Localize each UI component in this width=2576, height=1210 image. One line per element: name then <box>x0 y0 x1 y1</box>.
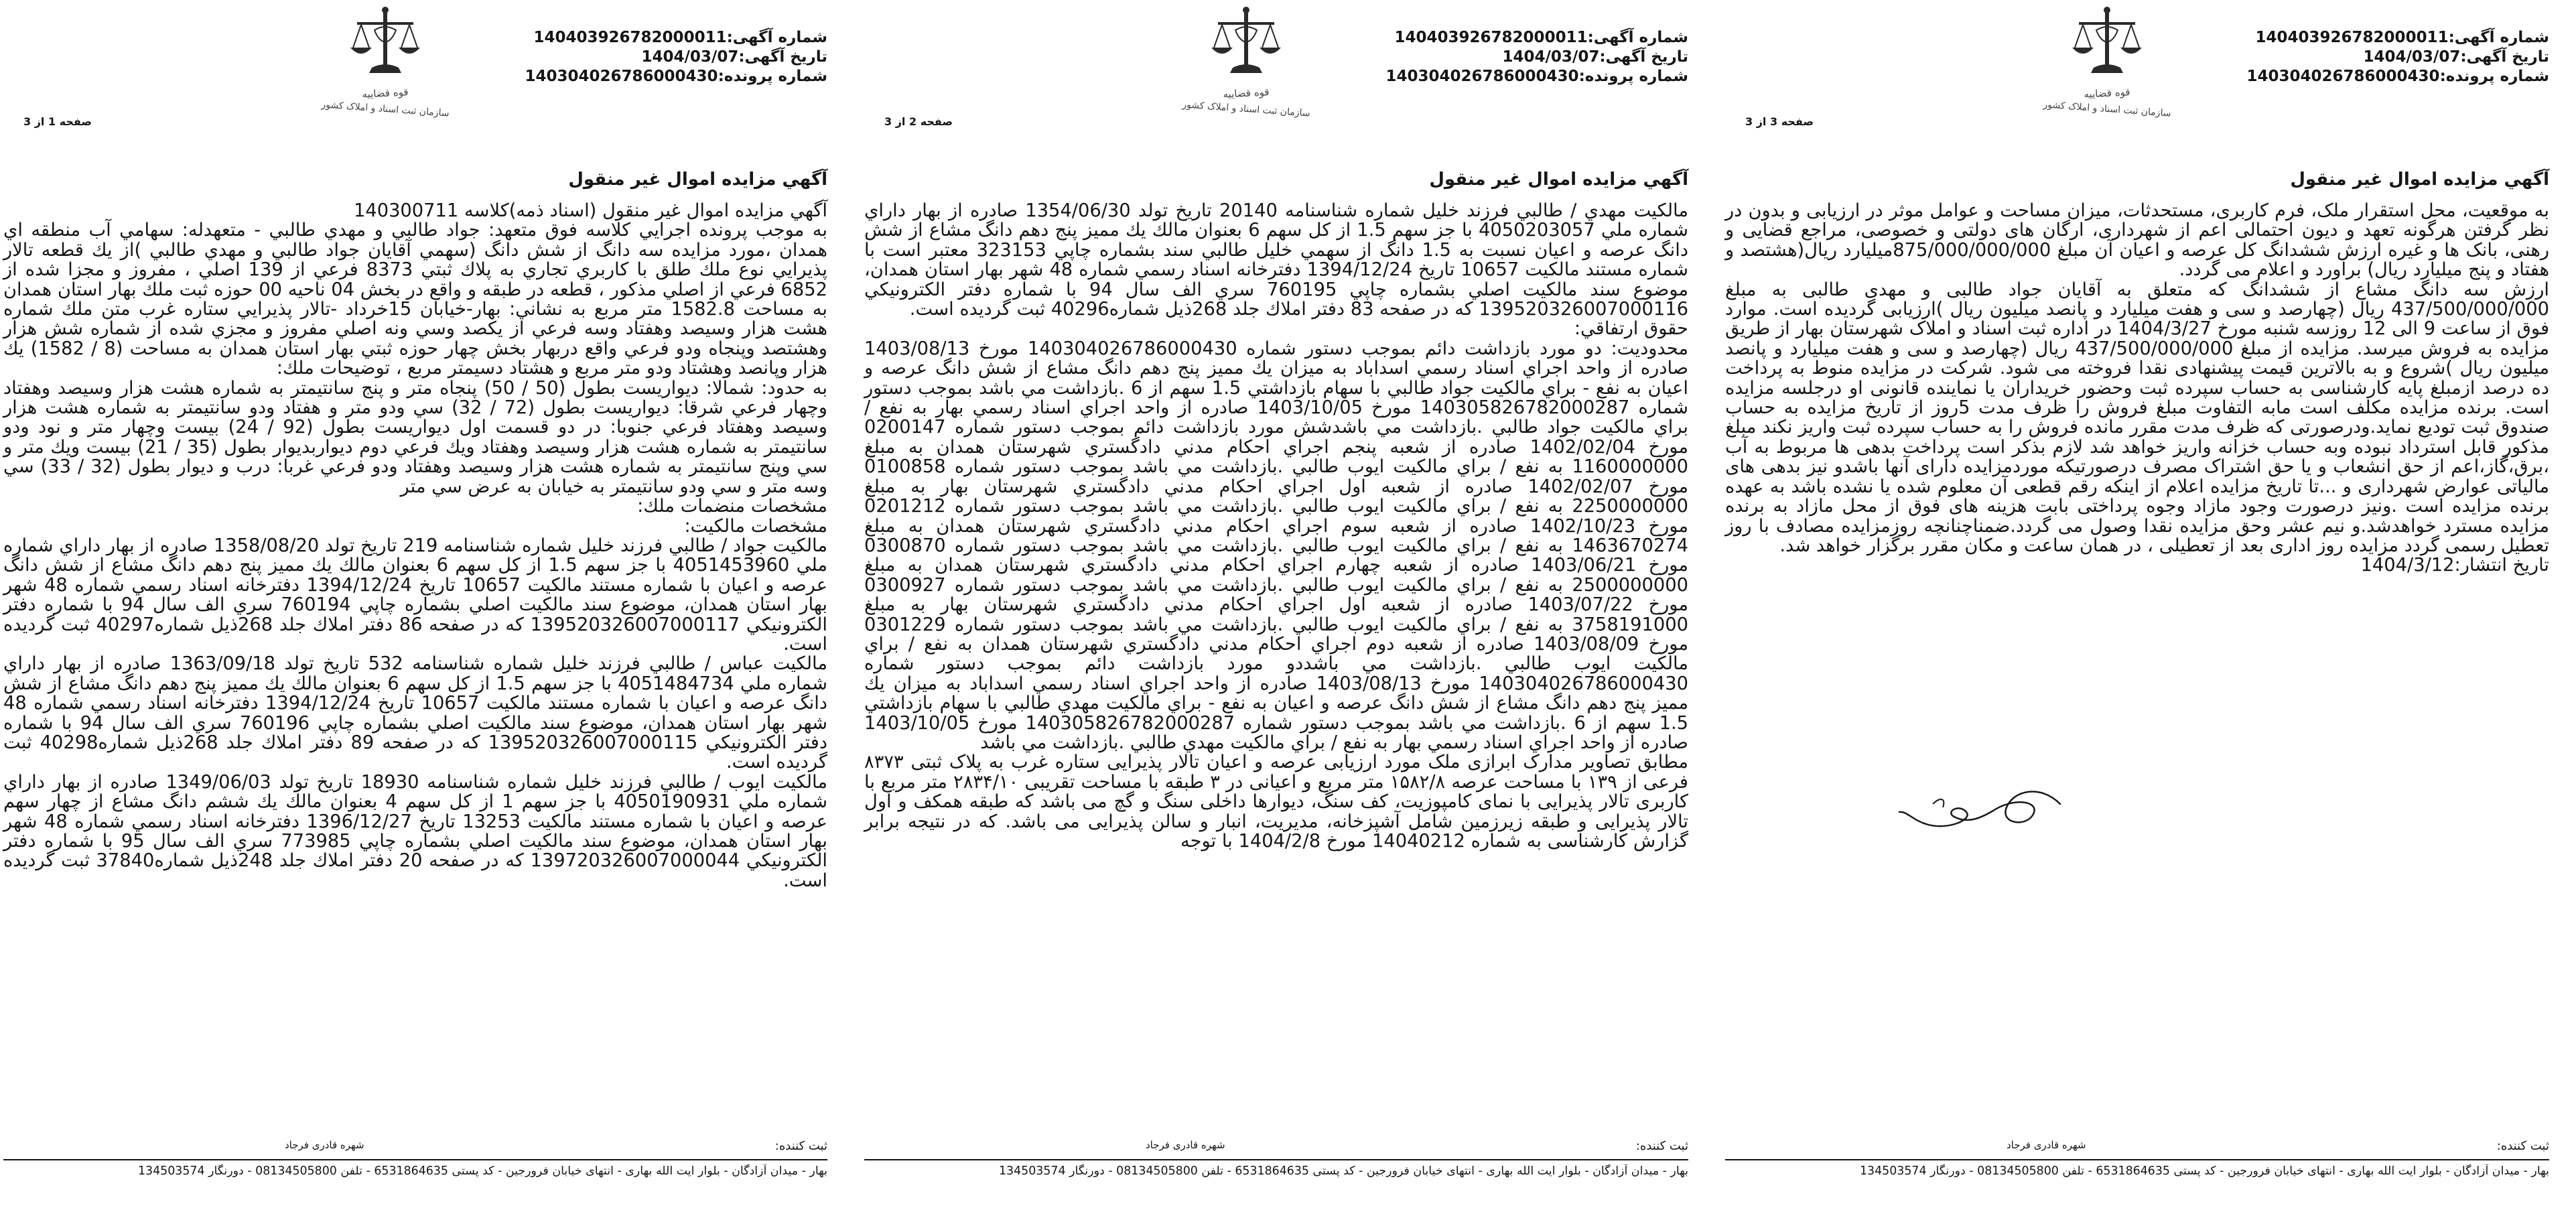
registrar-office: شهره قادری فرجاد <box>1146 1139 1225 1151</box>
registrar-label: ثبت كننده: <box>1635 1139 1688 1153</box>
document-body <box>3 201 827 890</box>
case-number-row <box>1313 67 1688 86</box>
emblem-caption: قوه قضاییه <box>362 86 409 100</box>
document-page <box>864 0 1688 1210</box>
scales-of-justice-icon <box>1206 3 1286 84</box>
footer-address: بهار - میدان آزادگان - بلوار ایت الله بهاری - انتهای خیابان فرورجین - کد پستی 6531864635 - تلفن 08134505800 - دورنگار 134503574 <box>998 1164 1688 1178</box>
case-number: 140304026786000430 <box>2246 68 2440 85</box>
body-paragraph: به موقعیت، محل استقرار ملک، فرم کاربری، مستحدثات، میزان مساحت و عوامل موثر در ارزیابی و بدون در نظر گرفتن هرگونه تعهد و دیون احتمالی اعم از شهرداری، ارگان های دولتی و خصوصی، مراجع قضایی و رهنی، بانک ها و غیره ارزش ششدانگ کل عرصه و اعیان آن مبلغ 875/000/000/000میلیارد ریال(هشتصد و هفتاد و پنج میلیارد ریال) براورد و اعلام می گردد. <box>1725 200 2550 281</box>
registrar-office: شهره قادری فرجاد <box>285 1139 364 1151</box>
document-body <box>864 201 1688 851</box>
document-title: آگهي مزايده اموال غير منقول <box>568 170 827 190</box>
ad-date-label: تاریخ آگهی: <box>2460 48 2549 66</box>
footer-divider <box>3 1159 827 1160</box>
publish-date: تاريخ انتشار:1404/3/12 <box>2360 555 2549 576</box>
judiciary-emblem <box>2027 3 2187 137</box>
ad-number-label: شماره آگهی: <box>726 29 827 46</box>
page-header <box>1725 0 2549 167</box>
body-paragraph: آگهي مزايده اموال غير منقول (اسناد ذمه)كلاسه 140300711 <box>353 200 827 221</box>
document-page <box>3 0 827 1210</box>
page-number: صفحه 2 از 3 <box>884 115 953 128</box>
ad-date: 1404/03/07 <box>641 48 739 66</box>
body-paragraph: مالكيت عباس / طالبي فرزند خليل شماره شناسنامه 532 تاريخ تولد 1363/09/18 صادره از بهار داراي شماره ملي 4051484734 با جز سهم 1.5 از كل سهم 6 بعنوان مالك يك ممیز پنج دهم دانگ مشاع از شش دانگ عرصه و اعيان با شماره مستند مالكيت 10657 تاريخ 1394/12/24 دفترخانه اسناد رسمي شماره 48 شهر بهار استان همدان، موضوع سند مالكيت اصلي بشماره چاپي 760196 سري الف سال 94 با شماره دفتر الكترونيكي 139520326007000115 كه در صفحه 89 دفتر املاك جلد 268ذيل شماره40298 ثبت گرديده است. <box>3 653 828 773</box>
case-number: 140304026786000430 <box>1385 68 1579 85</box>
organization-name: سازمان ثبت اسناد و املاک کشور <box>320 99 450 119</box>
section-heading: مشخصات مالكيت: <box>684 515 827 537</box>
page-header <box>864 0 1688 167</box>
case-number-label: شماره پرونده: <box>1578 68 1688 85</box>
organization-name: سازمان ثبت اسناد و املاک کشور <box>1181 99 1311 119</box>
body-paragraph: به حدود: شمالا: ديواريست بطول (50 / 50) پنجاه متر و پنج سانتيمتر به شماره هشت هزار وسيصد وهفتاد وچهار فرعي شرقا: ديواريست بطول (72 / 32) سي ودو متر و هفتاد ودو سانتيمتر به شماره هشت هزار وسيصد وهفتاد فرعي جنوبا: در دو قسمت اول ديواريست بطول (92 / 24) بيست وچهار متر و نود ودو سانتيمتر به شماره هشت هزار وسيصد وهفتاد ويك فرعي دوم ديواربديوار بطول (35 / 21) بيست ويك متر و سي وپنج سانتيمتر به شماره هشت هزار وسيصد وهفتاد ودو فرعي غربا: درب و ديوار بطول (32 / 33) سي وسه متر و سي ودو سانتيمتر به خيابان به عرض سي متر <box>3 377 827 497</box>
emblem-caption: قوه قضاییه <box>1223 86 1270 100</box>
header-info <box>2174 28 2549 86</box>
ad-date-label: تاریخ آگهی: <box>738 48 827 66</box>
ad-number-row <box>1313 28 1688 48</box>
footer-registrar <box>3 1139 827 1158</box>
case-number-row <box>2174 67 2549 86</box>
header-info <box>1313 28 1688 86</box>
ad-number: 140403926782000011 <box>2255 29 2449 46</box>
page-number: صفحه 1 از 3 <box>23 115 92 128</box>
footer-registrar <box>864 1139 1688 1158</box>
case-number: 140304026786000430 <box>525 68 718 85</box>
scales-of-justice-icon <box>2067 3 2147 84</box>
case-number-label: شماره پرونده: <box>718 68 827 85</box>
ad-number-label: شماره آگهی: <box>1587 29 1688 46</box>
ad-number-row <box>2174 28 2549 48</box>
registrar-office: شهره قادری فرجاد <box>2007 1139 2086 1151</box>
footer-divider <box>864 1159 1688 1160</box>
handwritten-signature <box>1893 777 2067 840</box>
ad-date-row <box>452 48 827 67</box>
registrar-label: ثبت كننده: <box>774 1139 827 1153</box>
ad-date-row <box>1313 48 1688 67</box>
document-page <box>1725 0 2549 1210</box>
judiciary-emblem <box>305 3 466 137</box>
body-paragraph: مطابق تصاویر مدارک ابرازی ملک مورد ارزیابی عرصه و اعیان تالار پذیرایی ستاره غرب به پلاک ثبتی ۸۳۷۳ فرعی از ۱۳۹ با مساحت عرصه ۱۵۸۲/۸ متر مربع و اعیانی در ۳ طبقه با مساحت تقریبی ۲۸۳۴/۱۰ متر مربع با کاربری تالار پذیرایی با نمای کامپوزیت، کف سنگ، دیوارها داخلی سنگ و گچ می باشد که طبقه همکف و اول تالار پذیرایی و طبقه زیرزمین شامل آشپزخانه، مدیریت، انبار و سالن پذیرایی می باشد. که در نتیجه برابر گزارش کارشناسی به شماره 14040212 مورخ 1404/2/8 با توجه <box>864 752 1688 852</box>
body-paragraph: ارزش سه دانگ مشاع از ششدانگ که متعلق به آقایان جواد طالبی و مهدی طالبی به مبلغ 437/500/000/000 ریال (چهارصد و سی و هفت میلیارد و پانصد میلیون ریال )ارزیابی گردیده است. موارد فوق از ساعت 9 الی 12 روزسه شنبه مورخ 1404/3/27 در اداره ثبت اسناد و املاک شهرستان بهار از طریق مزایده به فروش میرسد. مزایده از مبلغ 437/500/000/000 ریال (چهارصد و سی و هفت میلیارد و پانصد میلیون ریال )شروع و به بالاترین قیمت پیشنهادی نقدا فروخته می شود. شرکت در مزایده منوط به پرداخت ده درصد ازمبلغ پایه کارشناسی به حساب سپرده ثبت وحضور خریداران یا نماینده قانونی او درجلسه مزایده است. برنده مزایده مکلف است مابه التفاوت مبلغ فروش را ظرف مدت 5روز از تاریخ مزایده به حساب صندوق ثبت توديع نمايد.ودرصورتی که ظرف مدت مقرر مانده فروش را به حساب سپرده ثبت واریز نکند مبلغ مذکور قابل استرداد نبوده وبه حساب خزانه واریز خواهد شد لازم بذکر است پرداخت بدهی ها مربوط به آب ،برق،گاز،اعم از حق انشعاب و یا حق اشتراک مصرف درصورتیکه موردمزایده دارای آنها باشدو نیز بدهی های مالیاتی عوارض شهرداری و ...تا تاریخ مزایده اعلام از اینکه رقم قطعی آن معلوم شده یا نشده باشد به عهده برنده مزایده است .ونیز درصورت وجود مازاد وجوه پرداختی بابت هزینه های فوق از محل مازاد به برنده مزایده مسترد خواهدشد.و نیم عشر وحق مزایده نقدا وصول می گردد.ضمناچنانچه روزمزایده مصادف با روز تعطیل رسمی گردد مزایده روز اداری بعد از تعطیلی ، در همان ساعت و مکان مقرر برگزار خواهد شد. <box>1725 279 2549 556</box>
footer-registrar <box>1725 1139 2549 1158</box>
footer-address: بهار - میدان آزادگان - بلوار ایت الله بهاری - انتهای خیابان فرورجین - کد پستی 6531864635 - تلفن 08134505800 - دورنگار 134503574 <box>1859 1164 2549 1178</box>
body-paragraph: مالكيت مهدي / طالبي فرزند خليل شماره شناسنامه 20140 تاريخ تولد 1354/06/30 صادره از بهار داراي شماره ملي 4050203057 با جز سهم 1.5 از كل سهم 6 بعنوان مالك يك ممیز پنج دهم دانگ مشاع از شش دانگ عرصه و اعيان نسبت به 1.5 دانگ از سهمي خليل طالبي سند بشماره چاپي 323153 معتبر است با شماره مستند مالكيت 10657 تاريخ 1394/12/24 دفترخانه اسناد رسمي شماره 48 شهر بهار استان همدان، موضوع سند مالكيت اصلي بشماره چاپي 760195 سري الف سال 94 با شماره دفتر الكترونيكي 139520326007000116 كه در صفحه 83 دفتر املاك جلد 268ذيل شماره40296 ثبت گرديده است. <box>864 200 1689 320</box>
case-number-label: شماره پرونده: <box>2439 68 2549 85</box>
ad-date: 1404/03/07 <box>1502 48 1600 66</box>
document-body <box>1725 201 2549 576</box>
case-number-row <box>452 67 827 86</box>
registrar-label: ثبت كننده: <box>2496 1139 2549 1153</box>
body-paragraph: محدوديت: دو مورد بازداشت دائم بموجب دستور شماره 140304026786000430 مورخ 1403/08/13 صادره از واحد اجراي اسناد رسمي اسداباد به ميزان يك ممیز پنج دهم دانگ مشاع از شش دانگ عرصه و اعيان به نفع - براي مالكيت جواد طالبي با سهام بازداشتي 1.5 سهم از 6 .بازداشت مي باشد بموجب دستور شماره 140305826782000287 مورخ 1403/10/05 صادره از واحد اجراي اسناد رسمي بهار به نفع / براي مالكيت جواد طالبي .بازداشت مي باشدشش مورد بازداشت دائم بموجب دستور شماره 0200147 مورخ 1402/02/04 صادره از شعبه پنجم اجراي احكام مدني دادگستري شهرستان همدان به مبلغ 1160000000 به نفع / براي مالكيت ايوب طالبي .بازداشت مي باشد بموجب دستور شماره 0100858 مورخ 1402/02/07 صادره از شعبه اول اجراي احكام مدني دادگستري شهرستان بهار به مبلغ 2250000000 به نفع / براي مالكيت ايوب طالبي .بازداشت مي باشد بموجب دستور شماره 0201212 مورخ 1402/10/23 صادره از شعبه سوم اجراي احكام مدني دادگستري شهرستان همدان به مبلغ 1463670274 به نفع / براي مالكيت ايوب طالبي .بازداشت مي باشد بموجب دستور شماره 0300870 مورخ 1403/06/21 صادره از شعبه چهارم اجراي احكام مدني دادگستري شهرستان همدان به مبلغ 2500000000 به نفع / براي مالكيت ايوب طالبي .بازداشت مي باشد بموجب دستور شماره 0300927 مورخ 1403/07/22 صادره از شعبه اول اجراي احكام مدني دادگستري شهرستان بهار به مبلغ 3758191000 به نفع / براي مالكيت ايوب طالبي .بازداشت مي باشد بموجب دستور شماره 0301229 مورخ 1403/08/09 صادره از شعبه دوم اجراي احكام مدني دادگستري شهرستان همدان به نفع / براي مالكيت ايوب طالبي .بازداشت مي باشددو مورد بازداشت دائم بموجب دستور شماره 140304026786000430 مورخ 1403/08/13 صادره از واحد اجراي اسناد رسمي اسداباد به ميزان يك ممیز پنج دهم دانگ مشاع از شش دانگ عرصه و اعيان به نفع - براي مالكيت مهدي طالبي با سهام بازداشتي 1.5 سهم از 6 .بازداشت مي باشد بموجب دستور شماره 140305826782000287 مورخ 1403/10/05 صادره از واحد اجراي اسناد رسمي بهار به نفع / براي مالكيت مهدي طالبي .بازداشت مي باشد <box>864 338 1689 753</box>
document-title: آگهي مزايده اموال غير منقول <box>1429 170 1688 190</box>
ad-number-row <box>452 28 827 48</box>
judiciary-emblem <box>1166 3 1327 137</box>
ad-number: 140403926782000011 <box>1394 29 1588 46</box>
body-paragraph: مالكيت ايوب / طالبي فرزند خليل شماره شناسنامه 18930 تاريخ تولد 1349/06/03 صادره از بهار داراي شماره ملي 4050190931 با جز سهم 1 از كل سهم 4 بعنوان مالك يك ششم دانگ مشاع از چهار سهم عرصه و اعيان با شماره مستند مالكيت 13253 تاريخ 1396/12/27 دفترخانه اسناد رسمي شماره 48 شهر بهار استان همدان، موضوع سند مالكيت اصلي بشماره چاپي 773985 سري الف سال 95 با شماره دفتر الكترونيكي 139720326007000044 كه در صفحه 20 دفتر املاك جلد 248ذيل شماره37840 ثبت گرديده است. <box>3 771 828 891</box>
footer-divider <box>1725 1159 2549 1160</box>
ad-number: 140403926782000011 <box>533 29 727 46</box>
page-header <box>3 0 827 167</box>
footer-address: بهار - میدان آزادگان - بلوار ایت الله بهاری - انتهای خیابان فرورجین - کد پستی 6531864635 - تلفن 08134505800 - دورنگار 134503574 <box>137 1164 827 1178</box>
document-title: آگهي مزايده اموال غير منقول <box>2290 170 2549 190</box>
organization-name: سازمان ثبت اسناد و املاک کشور <box>2042 99 2172 119</box>
body-paragraph: به موجب پرونده اجرايي كلاسه فوق متعهد: جواد طالبي و مهدي طالبي - متعهدله: سهامي آب منطقه اي همدان ،مورد مزايده سه دانگ از شش دانگ (سهمي آقايان جواد طالبي و مهدي طالبي )از يك قطعه تالار پذيرايي نوع ملك طلق با كاربري تجاري به پلاك ثبتي 8373 فرعي از 139 اصلي ، مفروز و مجزا شده از 6852 فرعي از اصلي مذكور ، قطعه در طبقه و واقع در بخش 04 ناحيه 00 حوزه ثبت ملك بهار استان همدان به مساحت 1582.8 متر مربع به نشاني: بهار-خيابان 15خرداد -تالار پذيرايي ستاره غرب متن ملك شماره هشت هزار وسيصد وهفتاد وسه فرعي از يكصد وسي ونه اصلي مفروز و مجزي شده از شماره شش هزار وهشتصد وپنجاه ودو فرعي واقع دربهار بخش چهار حوزه ثبتي بهار استان همدان به مساحت (8 / 1582) يك هزار وپانصد وهشتاد ودو متر مربع و هشتاد دسيمتر مربع ، توضيحات ملك: <box>3 220 828 379</box>
body-paragraph: مالكيت جواد / طالبي فرزند خليل شماره شناسنامه 219 تاريخ تولد 1358/08/20 صادره از بهار داراي شماره ملي 4051453960 با جز سهم 1.5 از كل سهم 6 بعنوان مالك يك ممیز پنج دهم دانگ مشاع از شش دانگ عرصه و اعيان با شماره مستند مالكيت 10657 تاريخ 1394/12/24 دفترخانه اسناد رسمي شماره 48 شهر بهار استان همدان، موضوع سند مالكيت اصلي بشماره چاپي 760194 سري الف سال 94 با شماره دفتر الكترونيكي 139520326007000117 كه در صفحه 86 دفتر املاك جلد 268ذيل شماره40297 ثبت گرديده است. <box>3 535 828 655</box>
section-heading: مشخصات منضمات ملك: <box>637 496 827 517</box>
scales-of-justice-icon <box>345 3 425 84</box>
emblem-caption: قوه قضاییه <box>2084 86 2130 100</box>
header-info <box>452 28 827 86</box>
section-heading: حقوق ارتفاقي: <box>1574 318 1688 340</box>
ad-number-label: شماره آگهی: <box>2448 29 2549 46</box>
ad-date: 1404/03/07 <box>2363 48 2461 66</box>
ad-date-label: تاریخ آگهی: <box>1599 48 1688 66</box>
ad-date-row <box>2174 48 2549 67</box>
page-number: صفحه 3 از 3 <box>1745 115 1814 128</box>
